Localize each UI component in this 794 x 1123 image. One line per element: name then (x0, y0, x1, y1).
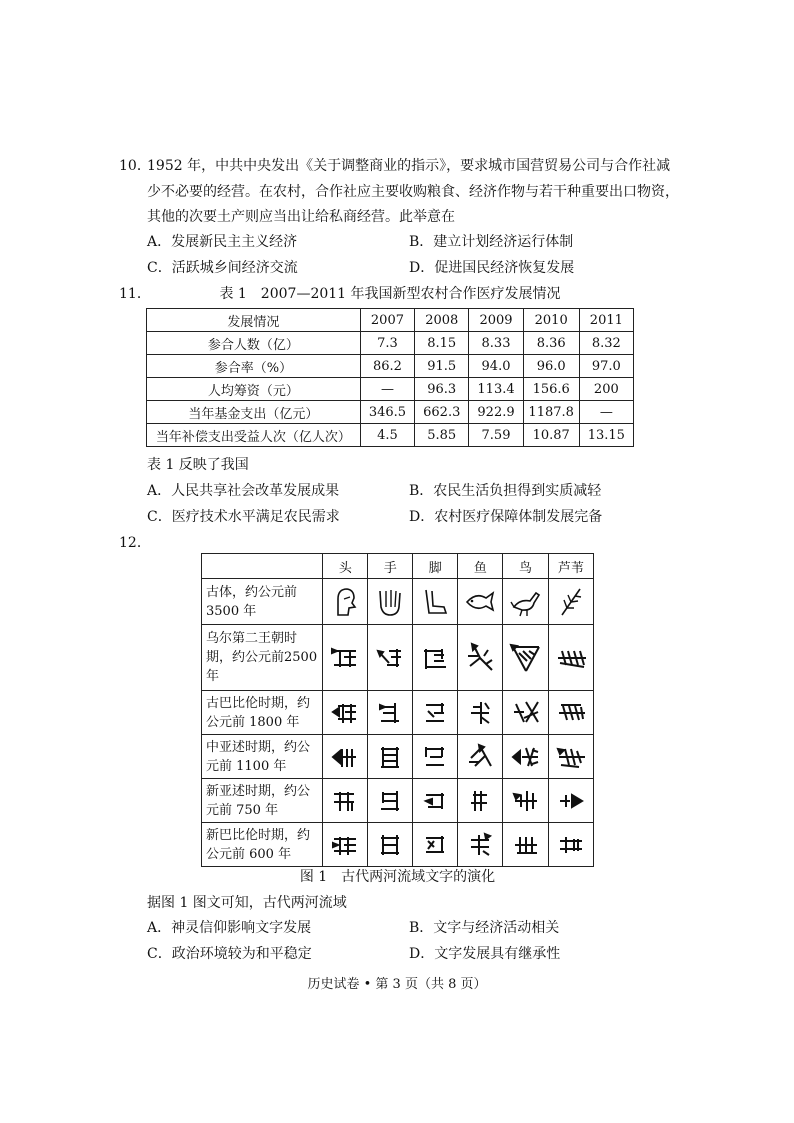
table1-cell: 86.2 (360, 355, 414, 378)
figure1-period-label: 乌尔第二王朝时期，约公元前2500 年 (202, 625, 323, 691)
figure1-col-reed: 芦苇 (548, 554, 593, 579)
figure1-col-bird: 鸟 (503, 554, 548, 579)
hand-cuneiform-neo-assyrian-icon (368, 779, 413, 823)
q12-option-c: C．政治环境较为和平稳定 (147, 946, 312, 962)
hand-cuneiform-old-babylonian-icon (368, 691, 413, 735)
table1-cell: — (360, 378, 414, 401)
foot-cuneiform-ur3-icon (413, 625, 458, 691)
q10-stem-line-2: 少不必要的经营。在农村，合作社应主要收购粮食、经济作物与若干种重要出口物资， (147, 184, 679, 200)
foot-pictograph-icon (413, 579, 458, 625)
bird-pictograph-icon (503, 579, 548, 625)
figure1-header-row (202, 554, 594, 579)
table1-cell: 7.59 (469, 424, 523, 447)
table1-cell: 113.4 (469, 378, 523, 401)
table1-row (147, 401, 634, 424)
table1-cell: 97.0 (579, 355, 633, 378)
q11-option-c: C．医疗技术水平满足农民需求 (147, 509, 340, 525)
hand-cuneiform-ur3-icon (368, 625, 413, 691)
bird-cuneiform-middle-assyrian-icon (503, 735, 548, 779)
table1-cell: 5.85 (415, 424, 469, 447)
q10-stem-line-1: 1952 年，中共中央发出《关于调整商业的指示》，要求城市国营贸易公司与合作社减 (147, 158, 671, 174)
foot-cuneiform-middle-assyrian-icon (413, 735, 458, 779)
q10-option-c: C．活跃城乡间经济交流 (147, 260, 298, 276)
table1-header-cell: 发展情况 (147, 309, 361, 332)
head-cuneiform-old-babylonian-icon (323, 691, 368, 735)
table1-cell: 200 (579, 378, 633, 401)
q11-number: 11． (119, 286, 151, 302)
figure1-row (202, 579, 594, 625)
hand-cuneiform-middle-assyrian-icon (368, 735, 413, 779)
figure1-row (202, 691, 594, 735)
table1-row (147, 332, 634, 355)
reed-pictograph-icon (548, 579, 593, 625)
figure1-period-label: 古体，约公元前3500 年 (202, 579, 323, 625)
table1-header-row (147, 309, 634, 332)
table1-cell: 94.0 (469, 355, 523, 378)
table1-cell: — (579, 401, 633, 424)
figure1-col-fish: 鱼 (458, 554, 503, 579)
table1-cell: 当年基金支出（亿元） (147, 401, 361, 424)
table1-header-cell: 2009 (469, 309, 523, 332)
table1-cell: 346.5 (360, 401, 414, 424)
fish-cuneiform-old-babylonian-icon (458, 691, 503, 735)
hand-pictograph-icon (368, 579, 413, 625)
reed-cuneiform-middle-assyrian-icon (548, 735, 593, 779)
table1-cell: 91.5 (415, 355, 469, 378)
table1-cell: 1187.8 (523, 401, 579, 424)
q11-stem: 表 1 反映了我国 (147, 457, 249, 473)
table1-title: 表 1 2007—2011 年我国新型农村合作医疗发展情况 (219, 286, 561, 302)
table1-cell: 922.9 (469, 401, 523, 424)
table1-header-cell: 2007 (360, 309, 414, 332)
q10-option-a: A．发展新民主主义经济 (147, 234, 298, 250)
q11-option-d: D．农村医疗保障体制发展完备 (409, 509, 603, 525)
reed-cuneiform-old-babylonian-icon (548, 691, 593, 735)
fish-pictograph-icon (458, 579, 503, 625)
table1-cell: 8.36 (523, 332, 579, 355)
table1-cell: 156.6 (523, 378, 579, 401)
q12-option-d: D．文字发展具有继承性 (409, 946, 561, 962)
table1-cell: 参合人数（亿） (147, 332, 361, 355)
foot-cuneiform-neo-babylonian-icon (413, 823, 458, 867)
foot-cuneiform-old-babylonian-icon (413, 691, 458, 735)
fish-cuneiform-ur3-icon (458, 625, 503, 691)
fish-cuneiform-neo-babylonian-icon (458, 823, 503, 867)
table1-header-cell: 2010 (523, 309, 579, 332)
figure1-row (202, 823, 594, 867)
figure1-period-label: 新亚述时期，约公元前 750 年 (202, 779, 323, 823)
table1-cell: 8.15 (415, 332, 469, 355)
table1-cell: 当年补偿支出受益人次（亿人次） (147, 424, 361, 447)
head-cuneiform-middle-assyrian-icon (323, 735, 368, 779)
q12-stem: 据图 1 图文可知，古代两河流域 (147, 895, 347, 911)
table1-row (147, 355, 634, 378)
reed-cuneiform-ur3-icon (548, 625, 593, 691)
figure1-col-foot: 脚 (413, 554, 458, 579)
head-cuneiform-ur3-icon (323, 625, 368, 691)
bird-cuneiform-neo-babylonian-icon (503, 823, 548, 867)
table1-cell: 96.3 (415, 378, 469, 401)
table1-row (147, 378, 634, 401)
table1-cell: 8.32 (579, 332, 633, 355)
fish-cuneiform-neo-assyrian-icon (458, 779, 503, 823)
hand-cuneiform-neo-babylonian-icon (368, 823, 413, 867)
q10-number: 10． (119, 158, 151, 174)
figure1-row (202, 625, 594, 691)
q12-option-a: A．神灵信仰影响文字发展 (147, 920, 312, 936)
figure1-col-head: 头 (323, 554, 368, 579)
table1-cell: 参合率（%） (147, 355, 361, 378)
table1-cell: 人均筹资（元） (147, 378, 361, 401)
reed-cuneiform-neo-babylonian-icon (548, 823, 593, 867)
table1-cell: 96.0 (523, 355, 579, 378)
table1-cell: 7.3 (360, 332, 414, 355)
table1-header-cell: 2008 (415, 309, 469, 332)
table1-cell: 8.33 (469, 332, 523, 355)
figure1-corner-cell (202, 554, 323, 579)
figure1-period-label: 新巴比伦时期，约公元前 600 年 (202, 823, 323, 867)
bird-cuneiform-old-babylonian-icon (503, 691, 548, 735)
foot-cuneiform-neo-assyrian-icon (413, 779, 458, 823)
q12-option-b: B．文字与经济活动相关 (409, 920, 560, 936)
figure1-row (202, 779, 594, 823)
q10-stem-line-3: 其他的次要土产则应当出让给私商经营。此举意在 (147, 209, 455, 225)
head-pictograph-icon (323, 579, 368, 625)
table1 (146, 308, 634, 447)
fish-cuneiform-middle-assyrian-icon (458, 735, 503, 779)
table1-cell: 4.5 (360, 424, 414, 447)
head-cuneiform-neo-assyrian-icon (323, 779, 368, 823)
figure1-row (202, 735, 594, 779)
q10-option-d: D．促进国民经济恢复发展 (409, 260, 575, 276)
q12-number: 12． (119, 535, 151, 551)
page-footer: 历史试卷 • 第 3 页（共 8 页） (307, 977, 487, 992)
q11-option-a: A．人民共享社会改革发展成果 (147, 483, 340, 499)
table1-row (147, 424, 634, 447)
table1-cell: 10.87 (523, 424, 579, 447)
q10-option-b: B．建立计划经济运行体制 (409, 234, 574, 250)
figure1-caption: 图 1 古代两河流域文字的演化 (299, 869, 496, 885)
bird-cuneiform-ur3-icon (503, 625, 548, 691)
bird-cuneiform-neo-assyrian-icon (503, 779, 548, 823)
reed-cuneiform-neo-assyrian-icon (548, 779, 593, 823)
q11-option-b: B．农民生活负担得到实质减轻 (409, 483, 602, 499)
head-cuneiform-neo-babylonian-icon (323, 823, 368, 867)
figure1-col-hand: 手 (368, 554, 413, 579)
table1-cell: 13.15 (579, 424, 633, 447)
figure1-period-label: 中亚述时期，约公元前 1100 年 (202, 735, 323, 779)
table1-header-cell: 2011 (579, 309, 633, 332)
figure1-cuneiform-table (201, 553, 594, 867)
table1-cell: 662.3 (415, 401, 469, 424)
figure1-period-label: 古巴比伦时期，约公元前 1800 年 (202, 691, 323, 735)
